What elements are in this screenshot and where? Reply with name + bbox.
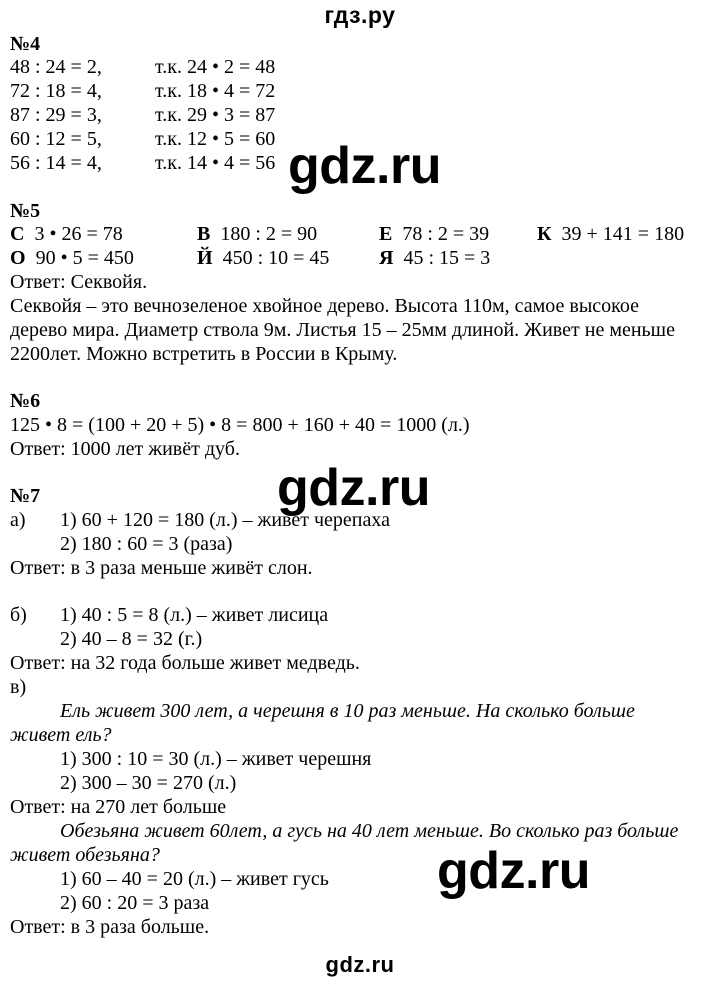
cipher-expr: 450 : 10 = 45 [222, 247, 330, 269]
exercise-4-row [10, 103, 410, 127]
cipher-expr: 39 + 141 = 180 [561, 223, 685, 245]
exercise-5-answer: Ответ: Секвойя. [10, 271, 148, 293]
exercise-5-text-line: 2200лет. Можно встретить в России в Крыму. [10, 343, 398, 365]
cipher-expr: 3 • 26 = 78 [34, 223, 123, 245]
site-footer: gdz.ru [325, 952, 395, 977]
exercise-6-title: №6 [10, 390, 41, 412]
part-v-task-line: живет ель? [10, 724, 112, 746]
exercise-4-row [10, 79, 410, 103]
check: т.к. 24 • 2 = 48 [155, 56, 276, 78]
cipher-expr: 78 : 2 = 39 [402, 223, 490, 245]
cipher-item [197, 246, 329, 270]
exercise-5-title: №5 [10, 200, 41, 222]
part-v-task-line: Обезьяна живет 60лет, а гусь на 40 лет меньше. Во сколько раз больше [60, 820, 679, 842]
division: 48 : 24 = 2, [10, 56, 102, 78]
cipher-letter: О [10, 247, 26, 269]
site-header: гдз.ру [324, 2, 396, 28]
part-v-answer: Ответ: на 270 лет больше [10, 796, 227, 818]
part-v-label: в) [10, 676, 27, 698]
cipher-expr: 90 • 5 = 450 [35, 247, 134, 269]
part-b-label: б) [10, 604, 27, 626]
check: т.к. 12 • 5 = 60 [155, 128, 276, 150]
cipher-letter: К [537, 223, 552, 245]
exercise-6-answer: Ответ: 1000 лет живёт дуб. [10, 438, 240, 460]
cipher-item [10, 246, 134, 270]
check: т.к. 14 • 4 = 56 [155, 152, 276, 174]
cipher-item [197, 222, 317, 246]
part-b-answer: Ответ: на 32 года больше живет медведь. [10, 652, 360, 674]
cipher-expr: 45 : 15 = 3 [403, 247, 491, 269]
part-v-step: 2) 60 : 20 = 3 раза [60, 892, 210, 914]
cipher-letter: Я [379, 247, 394, 269]
watermark: gdz.ru [277, 459, 430, 517]
part-v-task-line: Ель живет 300 лет, а черешня в 10 раз меньше. На сколько больше [60, 700, 635, 722]
cipher-item [379, 222, 489, 246]
part-b-step: 1) 40 : 5 = 8 (л.) – живет лисица [60, 604, 329, 626]
division: 56 : 14 = 4, [10, 152, 102, 174]
exercise-6-solution: 125 • 8 = (100 + 20 + 5) • 8 = 800 + 160 + 40 = 1000 (л.) [10, 414, 470, 436]
part-a-label: а) [10, 509, 26, 531]
part-a-step: 2) 180 : 60 = 3 (раза) [60, 533, 233, 555]
exercise-7-title: №7 [10, 485, 41, 507]
part-v-answer: Ответ: в 3 раза больше. [10, 916, 210, 938]
check: т.к. 18 • 4 = 72 [155, 80, 276, 102]
cipher-expr: 180 : 2 = 90 [220, 223, 318, 245]
check: т.к. 29 • 3 = 87 [155, 104, 276, 126]
part-v-step: 1) 60 – 40 = 20 (л.) – живет гусь [60, 868, 329, 890]
part-a-step: 1) 60 + 120 = 180 (л.) – живет черепаха [60, 509, 390, 531]
cipher-item [10, 222, 123, 246]
cipher-item [379, 246, 490, 270]
cipher-letter: Е [379, 223, 393, 245]
part-v-task-line: живет обезьяна? [10, 844, 160, 866]
cipher-letter: Й [197, 247, 213, 269]
division: 60 : 12 = 5, [10, 128, 102, 150]
exercise-5-text-line: дерево мира. Диаметр ствола 9м. Листья 15 – 25мм длиной. Живет не меньше [10, 319, 675, 341]
part-a-answer: Ответ: в 3 раза меньше живёт слон. [10, 557, 313, 579]
watermark: gdz.ru [288, 137, 441, 195]
watermark: gdz.ru [437, 842, 590, 900]
cipher-letter: В [197, 223, 211, 245]
part-b-step: 2) 40 – 8 = 32 (г.) [60, 628, 203, 650]
division: 72 : 18 = 4, [10, 80, 102, 102]
cipher-letter: С [10, 223, 25, 245]
cipher-item [537, 222, 684, 246]
exercise-5-text-line: Секвойя – это вечнозеленое хвойное дерево. Высота 110м, самое высокое [10, 295, 639, 317]
part-v-step: 1) 300 : 10 = 30 (л.) – живет черешня [60, 748, 372, 770]
part-v-step: 2) 300 – 30 = 270 (л.) [60, 772, 237, 794]
exercise-4-row [10, 55, 410, 79]
exercise-4-title: №4 [10, 33, 41, 55]
division: 87 : 29 = 3, [10, 104, 102, 126]
